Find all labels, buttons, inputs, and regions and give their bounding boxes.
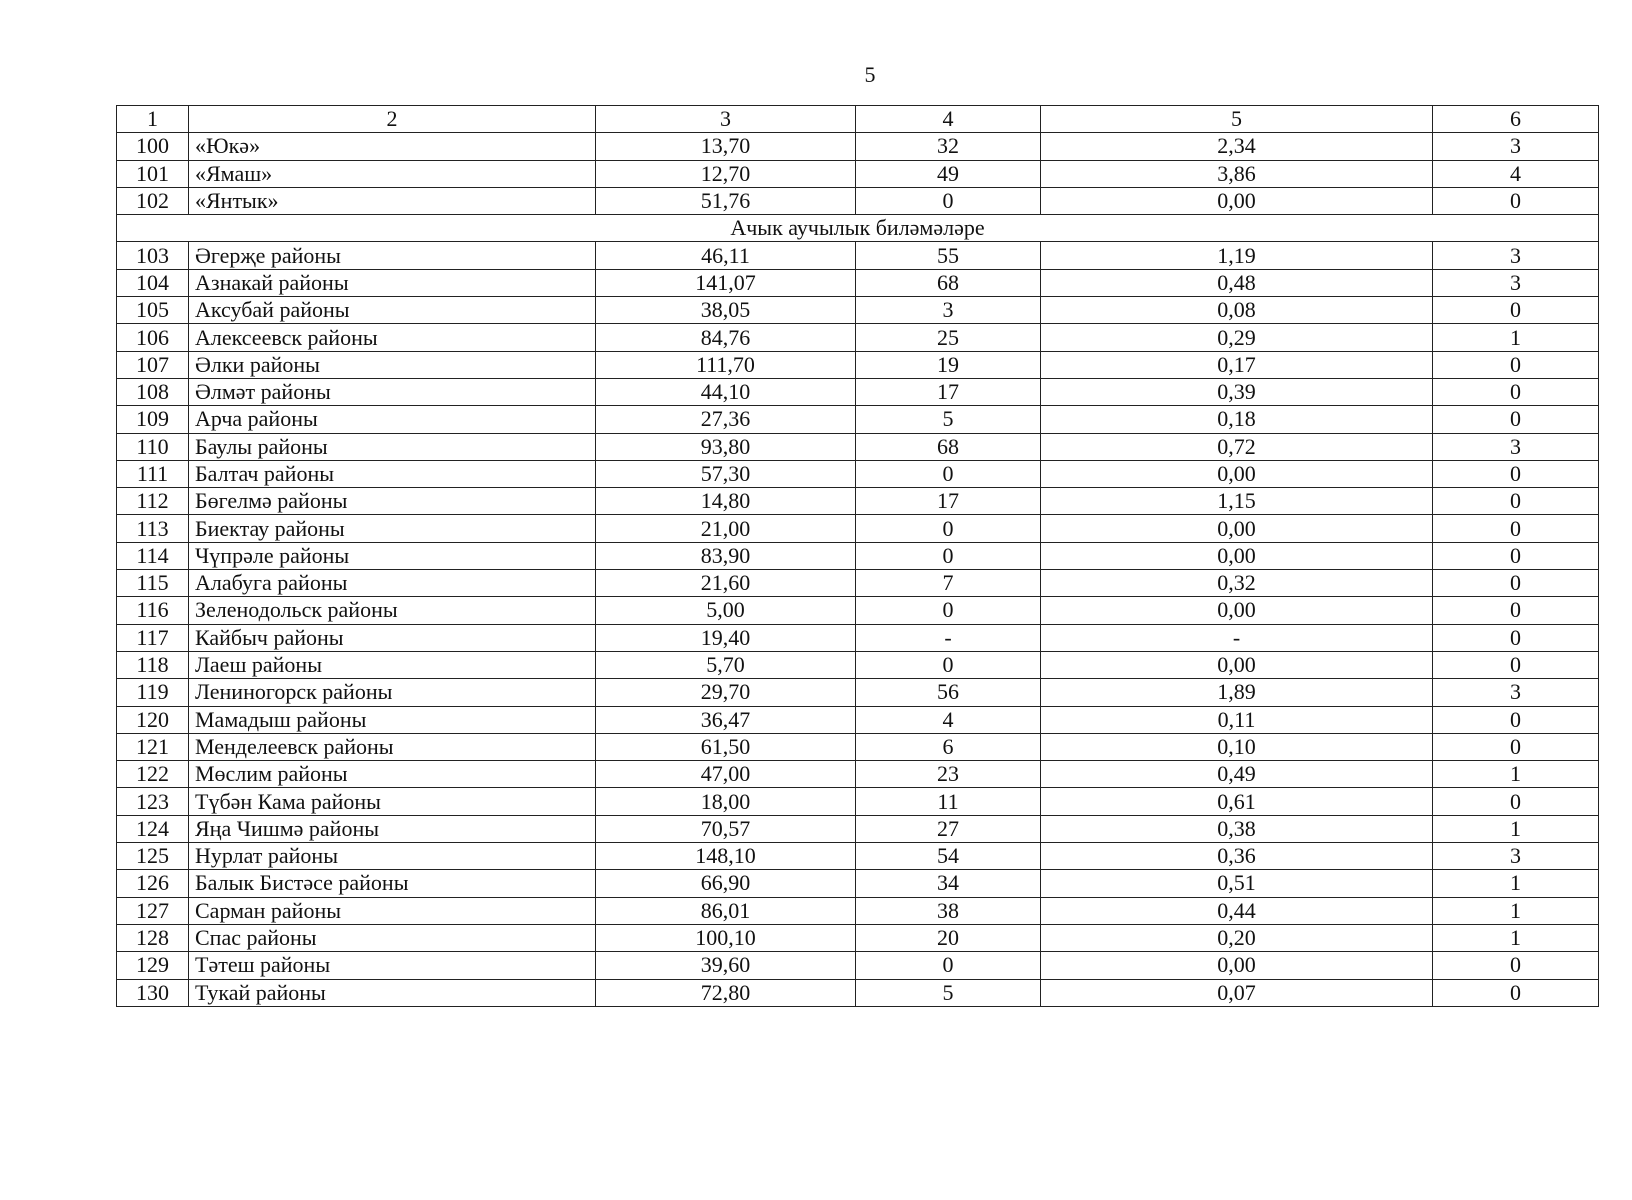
row-col3-value: 39,60: [596, 952, 856, 979]
row-col5-value: 0,39: [1041, 378, 1433, 405]
row-name: Лениногорск районы: [189, 679, 596, 706]
column-number-2: 2: [189, 106, 596, 133]
row-number: 117: [117, 624, 189, 651]
row-name: Менделеевск районы: [189, 733, 596, 760]
row-col4-value: 49: [856, 160, 1041, 187]
table-row: [117, 542, 1599, 569]
row-number: 111: [117, 460, 189, 487]
row-col3-value: 84,76: [596, 324, 856, 351]
row-col5-value: 0,00: [1041, 952, 1433, 979]
row-number: 120: [117, 706, 189, 733]
row-col3-value: 51,76: [596, 187, 856, 214]
row-col6-value: 3: [1433, 679, 1599, 706]
row-col3-value: 100,10: [596, 924, 856, 951]
row-col6-value: 0: [1433, 597, 1599, 624]
row-col3-value: 36,47: [596, 706, 856, 733]
column-number-4: 4: [856, 106, 1041, 133]
row-number: 103: [117, 242, 189, 269]
row-col6-value: 0: [1433, 351, 1599, 378]
row-col4-value: -: [856, 624, 1041, 651]
row-col6-value: 0: [1433, 297, 1599, 324]
row-col3-value: 57,30: [596, 460, 856, 487]
row-col6-value: 1: [1433, 924, 1599, 951]
row-name: Спас районы: [189, 924, 596, 951]
row-col4-value: 20: [856, 924, 1041, 951]
row-col3-value: 21,00: [596, 515, 856, 542]
row-name: Мамадыш районы: [189, 706, 596, 733]
row-col4-value: 54: [856, 843, 1041, 870]
row-col5-value: 0,61: [1041, 788, 1433, 815]
row-col6-value: 1: [1433, 897, 1599, 924]
row-col5-value: 0,00: [1041, 597, 1433, 624]
row-col3-value: 27,36: [596, 406, 856, 433]
row-col5-value: 1,15: [1041, 488, 1433, 515]
row-name: Нурлат районы: [189, 843, 596, 870]
table-row: [117, 843, 1599, 870]
row-col6-value: 0: [1433, 651, 1599, 678]
row-number: 128: [117, 924, 189, 951]
row-name: Тәтеш районы: [189, 952, 596, 979]
table-row: [117, 788, 1599, 815]
row-col4-value: 0: [856, 460, 1041, 487]
row-number: 114: [117, 542, 189, 569]
row-col5-value: 0,00: [1041, 542, 1433, 569]
row-col6-value: 3: [1433, 269, 1599, 296]
row-col5-value: 3,86: [1041, 160, 1433, 187]
table-body: [117, 106, 1599, 1007]
row-col6-value: 0: [1433, 706, 1599, 733]
row-col5-value: 0,32: [1041, 570, 1433, 597]
table-row: [117, 133, 1599, 160]
column-number-5: 5: [1041, 106, 1433, 133]
row-col6-value: 0: [1433, 979, 1599, 1006]
row-col6-value: 1: [1433, 870, 1599, 897]
table-row: [117, 460, 1599, 487]
row-col5-value: 0,51: [1041, 870, 1433, 897]
row-number: 121: [117, 733, 189, 760]
row-number: 129: [117, 952, 189, 979]
row-number: 127: [117, 897, 189, 924]
row-name: Лаеш районы: [189, 651, 596, 678]
row-name: Алексеевск районы: [189, 324, 596, 351]
row-number: 123: [117, 788, 189, 815]
table-row: [117, 679, 1599, 706]
row-col6-value: 4: [1433, 160, 1599, 187]
row-col5-value: 0,00: [1041, 460, 1433, 487]
row-col5-value: 0,48: [1041, 269, 1433, 296]
row-col6-value: 0: [1433, 570, 1599, 597]
row-col5-value: 0,44: [1041, 897, 1433, 924]
row-col6-value: 3: [1433, 242, 1599, 269]
page-number: 5: [864, 62, 876, 87]
row-col4-value: 6: [856, 733, 1041, 760]
row-col6-value: 0: [1433, 378, 1599, 405]
column-number-1: 1: [117, 106, 189, 133]
row-col5-value: 1,19: [1041, 242, 1433, 269]
row-name: Балтач районы: [189, 460, 596, 487]
row-number: 113: [117, 515, 189, 542]
row-col3-value: 47,00: [596, 761, 856, 788]
row-col3-value: 66,90: [596, 870, 856, 897]
row-name: Зеленодольск районы: [189, 597, 596, 624]
row-number: 100: [117, 133, 189, 160]
row-col5-value: 0,20: [1041, 924, 1433, 951]
row-col4-value: 17: [856, 378, 1041, 405]
row-col5-value: 0,72: [1041, 433, 1433, 460]
row-col5-value: 0,00: [1041, 515, 1433, 542]
table-row: [117, 433, 1599, 460]
row-number: 105: [117, 297, 189, 324]
row-name: «Янтык»: [189, 187, 596, 214]
row-col5-value: 0,00: [1041, 187, 1433, 214]
row-col3-value: 93,80: [596, 433, 856, 460]
row-number: 125: [117, 843, 189, 870]
row-number: 115: [117, 570, 189, 597]
row-number: 130: [117, 979, 189, 1006]
row-col5-value: 0,36: [1041, 843, 1433, 870]
row-col5-value: 0,11: [1041, 706, 1433, 733]
data-table: [116, 105, 1599, 1007]
row-name: Кайбыч районы: [189, 624, 596, 651]
row-name: Әлмәт районы: [189, 378, 596, 405]
row-col4-value: 0: [856, 952, 1041, 979]
row-name: «Юкә»: [189, 133, 596, 160]
row-name: Аксубай районы: [189, 297, 596, 324]
row-col4-value: 5: [856, 979, 1041, 1006]
row-col5-value: 0,49: [1041, 761, 1433, 788]
table-row: [117, 187, 1599, 214]
row-name: Биектау районы: [189, 515, 596, 542]
table-row: [117, 378, 1599, 405]
row-col5-value: 0,29: [1041, 324, 1433, 351]
table-row: [117, 160, 1599, 187]
row-name: Балык Бистәсе районы: [189, 870, 596, 897]
row-col4-value: 4: [856, 706, 1041, 733]
row-col4-value: 68: [856, 433, 1041, 460]
row-number: 109: [117, 406, 189, 433]
row-number: 107: [117, 351, 189, 378]
row-col4-value: 27: [856, 815, 1041, 842]
row-col6-value: 0: [1433, 542, 1599, 569]
row-col3-value: 72,80: [596, 979, 856, 1006]
row-number: 112: [117, 488, 189, 515]
row-col6-value: 3: [1433, 843, 1599, 870]
row-number: 122: [117, 761, 189, 788]
row-col4-value: 7: [856, 570, 1041, 597]
row-col3-value: 38,05: [596, 297, 856, 324]
row-name: Түбән Кама районы: [189, 788, 596, 815]
row-col6-value: 0: [1433, 733, 1599, 760]
table-row: [117, 242, 1599, 269]
row-number: 124: [117, 815, 189, 842]
row-col4-value: 23: [856, 761, 1041, 788]
column-number-6: 6: [1433, 106, 1599, 133]
row-col5-value: 2,34: [1041, 133, 1433, 160]
row-col4-value: 0: [856, 651, 1041, 678]
row-name: Азнакай районы: [189, 269, 596, 296]
row-number: 101: [117, 160, 189, 187]
row-col4-value: 0: [856, 597, 1041, 624]
table-row: [117, 979, 1599, 1006]
row-name: Тукай районы: [189, 979, 596, 1006]
row-number: 116: [117, 597, 189, 624]
row-col4-value: 56: [856, 679, 1041, 706]
row-name: Әлки районы: [189, 351, 596, 378]
row-col3-value: 44,10: [596, 378, 856, 405]
row-col4-value: 5: [856, 406, 1041, 433]
row-col3-value: 19,40: [596, 624, 856, 651]
row-col4-value: 68: [856, 269, 1041, 296]
row-number: 110: [117, 433, 189, 460]
row-col6-value: 1: [1433, 815, 1599, 842]
row-col6-value: 0: [1433, 488, 1599, 515]
row-col6-value: 0: [1433, 187, 1599, 214]
row-col5-value: 0,10: [1041, 733, 1433, 760]
section-title: Ачык аучылык биләмәләре: [117, 215, 1599, 242]
row-number: 126: [117, 870, 189, 897]
row-col4-value: 32: [856, 133, 1041, 160]
row-col4-value: 38: [856, 897, 1041, 924]
row-col4-value: 0: [856, 515, 1041, 542]
row-col5-value: -: [1041, 624, 1433, 651]
row-number: 108: [117, 378, 189, 405]
table-row: [117, 651, 1599, 678]
row-col3-value: 61,50: [596, 733, 856, 760]
row-col6-value: 3: [1433, 433, 1599, 460]
row-col3-value: 12,70: [596, 160, 856, 187]
row-col3-value: 21,60: [596, 570, 856, 597]
row-number: 118: [117, 651, 189, 678]
table-row: [117, 897, 1599, 924]
row-col6-value: 0: [1433, 406, 1599, 433]
table-row: [117, 269, 1599, 296]
row-number: 104: [117, 269, 189, 296]
row-name: Әгерҗе районы: [189, 242, 596, 269]
table-row: [117, 733, 1599, 760]
row-col5-value: 0,17: [1041, 351, 1433, 378]
row-col3-value: 18,00: [596, 788, 856, 815]
row-col6-value: 0: [1433, 624, 1599, 651]
row-col5-value: 0,18: [1041, 406, 1433, 433]
table-row: [117, 597, 1599, 624]
row-col6-value: 0: [1433, 515, 1599, 542]
table-row: [117, 624, 1599, 651]
row-col6-value: 3: [1433, 133, 1599, 160]
table-row: [117, 706, 1599, 733]
row-col5-value: 0,08: [1041, 297, 1433, 324]
row-name: Яңа Чишмә районы: [189, 815, 596, 842]
row-col3-value: 29,70: [596, 679, 856, 706]
row-col4-value: 55: [856, 242, 1041, 269]
row-col4-value: 19: [856, 351, 1041, 378]
row-col5-value: 0,38: [1041, 815, 1433, 842]
row-col3-value: 46,11: [596, 242, 856, 269]
table-row: [117, 324, 1599, 351]
row-col3-value: 141,07: [596, 269, 856, 296]
row-col3-value: 148,10: [596, 843, 856, 870]
row-col5-value: 1,89: [1041, 679, 1433, 706]
table-row: [117, 570, 1599, 597]
row-col3-value: 70,57: [596, 815, 856, 842]
row-col3-value: 5,70: [596, 651, 856, 678]
row-name: Мөслим районы: [189, 761, 596, 788]
row-name: Алабуга районы: [189, 570, 596, 597]
table-row: [117, 870, 1599, 897]
row-col4-value: 25: [856, 324, 1041, 351]
section-row: [117, 215, 1599, 242]
row-col3-value: 13,70: [596, 133, 856, 160]
row-col6-value: 1: [1433, 324, 1599, 351]
row-col5-value: 0,00: [1041, 651, 1433, 678]
row-name: «Ямаш»: [189, 160, 596, 187]
row-col4-value: 0: [856, 187, 1041, 214]
table-row: [117, 924, 1599, 951]
row-col4-value: 11: [856, 788, 1041, 815]
table-row: [117, 952, 1599, 979]
row-name: Баулы районы: [189, 433, 596, 460]
row-number: 102: [117, 187, 189, 214]
row-col3-value: 86,01: [596, 897, 856, 924]
row-col3-value: 83,90: [596, 542, 856, 569]
table-row: [117, 815, 1599, 842]
row-name: Бөгелмә районы: [189, 488, 596, 515]
row-name: Сарман районы: [189, 897, 596, 924]
row-col3-value: 5,00: [596, 597, 856, 624]
row-col3-value: 111,70: [596, 351, 856, 378]
row-col4-value: 17: [856, 488, 1041, 515]
row-number: 106: [117, 324, 189, 351]
row-number: 119: [117, 679, 189, 706]
row-col4-value: 0: [856, 542, 1041, 569]
row-col4-value: 34: [856, 870, 1041, 897]
column-number-row: [117, 106, 1599, 133]
column-number-3: 3: [596, 106, 856, 133]
row-col3-value: 14,80: [596, 488, 856, 515]
row-col6-value: 0: [1433, 952, 1599, 979]
row-col4-value: 3: [856, 297, 1041, 324]
table-row: [117, 351, 1599, 378]
table-row: [117, 406, 1599, 433]
row-col6-value: 0: [1433, 460, 1599, 487]
table-row: [117, 761, 1599, 788]
table-row: [117, 488, 1599, 515]
table-row: [117, 515, 1599, 542]
table-row: [117, 297, 1599, 324]
row-name: Арча районы: [189, 406, 596, 433]
row-col6-value: 1: [1433, 761, 1599, 788]
row-name: Чүпрәле районы: [189, 542, 596, 569]
row-col6-value: 0: [1433, 788, 1599, 815]
row-col5-value: 0,07: [1041, 979, 1433, 1006]
